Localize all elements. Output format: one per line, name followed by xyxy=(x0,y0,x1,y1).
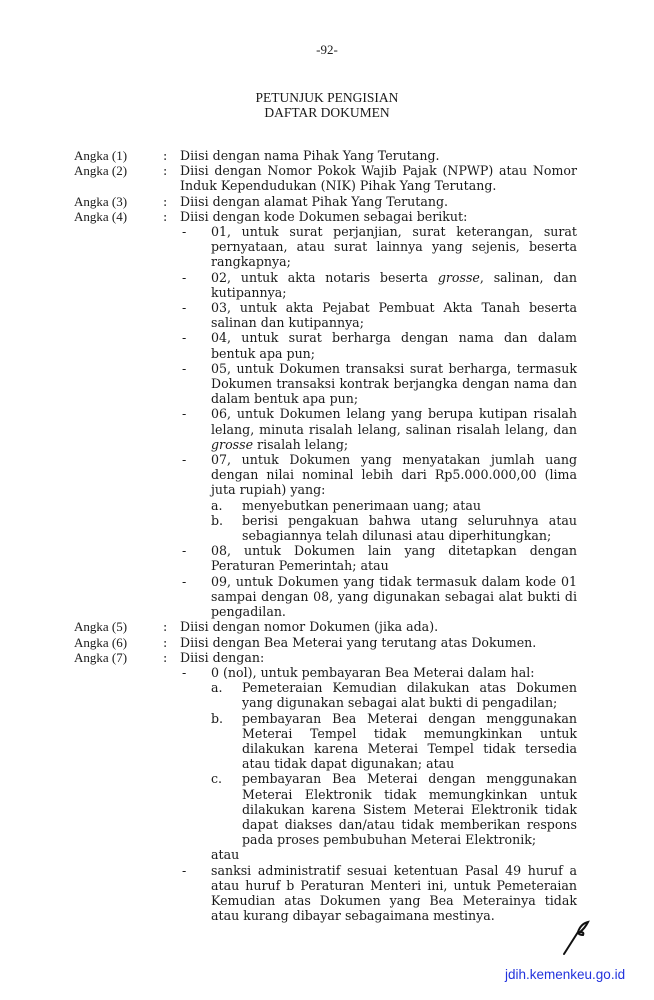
item-text: 04, untuk surat berharga dengan nama dan dalam bentuk apa pun; xyxy=(211,330,577,361)
instructions-list xyxy=(0,148,654,923)
dash-bullet: - xyxy=(182,224,187,240)
entry-body xyxy=(180,209,577,619)
sub-item-b xyxy=(211,513,577,543)
entry-text: Diisi dengan kode Dokumen sebagai berikut: xyxy=(180,208,468,224)
entry-colon: : xyxy=(163,619,168,635)
item-text: 09, untuk Dokumen yang tidak termasuk dalam kode 01 sampai dengan 08, yang digunakan sebagai alat bukti di pengadilan. xyxy=(211,573,577,620)
fill-option-sanction xyxy=(180,863,577,924)
item-text-italic: grosse xyxy=(437,269,480,285)
jdih-website-link[interactable]: jdih.kemenkeu.go.id xyxy=(505,967,626,982)
sub-marker: b. xyxy=(211,710,224,726)
sub-item-text: pembayaran Bea Meterai dengan menggunakan Meterai Tempel tidak memungkinkan untuk dilakukan karena Meterai Tempel tidak tersedia atau tidak dapat digunakan; atau xyxy=(242,710,577,772)
entry-body xyxy=(180,650,577,924)
entry-angka-6 xyxy=(0,635,654,650)
item-text-italic: grosse xyxy=(211,436,254,452)
document-code-item-05 xyxy=(180,361,577,407)
document-code-item-02 xyxy=(180,270,577,300)
entry-angka-4 xyxy=(0,209,654,619)
entry-label: Angka (1) xyxy=(74,148,128,163)
entry-text: Diisi dengan nama Pihak Yang Terutang. xyxy=(180,148,440,163)
entry-label: Angka (3) xyxy=(74,193,128,209)
item-text: 08, untuk Dokumen lain yang ditetapkan dengan Peraturan Pemerintah; atau xyxy=(211,543,577,574)
entry-colon: : xyxy=(163,193,168,209)
document-code-item-04 xyxy=(180,330,577,360)
document-code-item-09 xyxy=(180,574,577,620)
sub-item-b xyxy=(211,711,577,772)
entry-label: Angka (6) xyxy=(74,634,128,650)
item-text: sanksi administratif sesuai ketentuan Pasal 49 huruf a atau huruf b Peraturan Menteri ini, untuk Pemeteraian Kemudian atas Dokumen yang Bea Meterainya tidak atau kurang dibayar sebagaimana mestinya. xyxy=(211,862,577,924)
document-code-item-03 xyxy=(180,300,577,330)
entry-label: Angka (7) xyxy=(74,649,128,665)
sub-marker: a. xyxy=(211,497,223,513)
sub-item-a xyxy=(211,680,577,710)
entry-colon: : xyxy=(163,634,168,650)
dash-bullet: - xyxy=(182,330,187,346)
item-text-pre: 02, untuk akta notaris beserta xyxy=(211,269,438,285)
entry-text: Diisi dengan Nomor Pokok Wajib Pajak (NPWP) atau Nomor Induk Kependudukan (NIK) Pihak Yang Terutang. xyxy=(180,163,577,194)
dash-bullet: - xyxy=(182,452,187,468)
item-text: 07, untuk Dokumen yang menyatakan jumlah uang dengan nilai nominal lebih dari Rp5.000.000,00 (lima juta rupiah) yang: xyxy=(211,452,577,498)
dash-bullet: - xyxy=(182,573,187,589)
entry-colon: : xyxy=(163,163,168,179)
entry-colon: : xyxy=(163,148,168,163)
document-code-item-06 xyxy=(180,406,577,452)
entry-angka-7 xyxy=(0,650,654,924)
sub-marker: a. xyxy=(211,680,223,696)
entry-text: Diisi dengan Bea Meterai yang terutang atas Dokumen. xyxy=(180,634,537,650)
sub-item-text: menyebutkan penerimaan uang; atau xyxy=(242,497,481,513)
sub-item-text: Pemeteraian Kemudian dilakukan atas Dokumen yang digunakan sebagai alat bukti di pengadilan; xyxy=(242,680,577,711)
sub-item-text: berisi pengakuan bahwa utang seluruhnya atau sebagiannya telah dilunasi atau diperhitungkan; xyxy=(242,512,577,544)
document-title xyxy=(0,90,654,120)
dash-bullet: - xyxy=(182,406,187,422)
document-code-item-01 xyxy=(180,224,577,270)
dash-bullet: - xyxy=(182,300,187,316)
dash-bullet: - xyxy=(182,360,187,376)
entry-text: Diisi dengan: xyxy=(180,649,265,665)
entry-label: Angka (4) xyxy=(74,208,128,224)
entry-angka-3 xyxy=(0,194,654,209)
item-text: 03, untuk akta Pejabat Pembuat Akta Tanah beserta salinan dan kutipannya; xyxy=(211,300,577,331)
entry-text: Diisi dengan nomor Dokumen (jika ada). xyxy=(180,619,439,635)
item-text-post: risalah lelang; xyxy=(253,436,349,452)
document-code-item-07 xyxy=(180,452,577,543)
sub-marker: b. xyxy=(211,512,224,528)
dash-bullet: - xyxy=(182,269,187,285)
fill-option-zero xyxy=(180,665,577,863)
entry-angka-5 xyxy=(0,619,654,634)
title-line-1: PETUNJUK PENGISIAN xyxy=(255,90,399,105)
sub-marker: c. xyxy=(211,771,223,787)
entry-angka-1 xyxy=(0,148,654,163)
item-text-pre: 06, untuk Dokumen lelang yang berupa kutipan risalah lelang, minuta risalah lelang, salinan risalah lelang, dan xyxy=(211,406,577,437)
dash-bullet: - xyxy=(182,862,187,878)
page-number: -92- xyxy=(316,42,338,57)
signature-initial-icon xyxy=(562,920,590,956)
entry-colon: : xyxy=(163,208,168,224)
item-text: 01, untuk surat perjanjian, surat keterangan, surat pernyataan, atau surat lainnya yang sejenis, beserta rangkapnya; xyxy=(211,224,577,270)
item-text: 05, untuk Dokumen transaksi surat berharga, termasuk Dokumen transaksi kontrak berjangka dengan nama dan dalam bentuk apa pun; xyxy=(211,360,577,407)
entry-angka-2 xyxy=(0,163,654,193)
sub-item-a xyxy=(211,498,577,513)
entry-label: Angka (2) xyxy=(74,163,128,179)
item-text-post: , salinan, dan kutipannya; xyxy=(211,269,578,300)
dash-bullet: - xyxy=(182,543,187,559)
entry-label: Angka (5) xyxy=(74,619,128,635)
sub-item-c xyxy=(211,771,577,847)
entry-colon: : xyxy=(163,649,168,665)
document-code-item-08 xyxy=(180,543,577,573)
entry-text: Diisi dengan alamat Pihak Yang Terutang. xyxy=(180,193,449,209)
title-line-2: DAFTAR DOKUMEN xyxy=(264,105,390,120)
trailing-conjunction: atau xyxy=(211,847,240,863)
item-text: 0 (nol), untuk pembayaran Bea Meterai dalam hal: xyxy=(211,664,535,680)
sub-item-text: pembayaran Bea Meterai dengan menggunakan Meterai Elektronik tidak memungkinkan untuk dilakukan karena Sistem Meterai Elektronik tidak dapat diakses dan/atau tidak memberikan respons pada proses pembubuhan Meterai Elektronik; xyxy=(242,771,577,848)
dash-bullet: - xyxy=(182,664,187,680)
